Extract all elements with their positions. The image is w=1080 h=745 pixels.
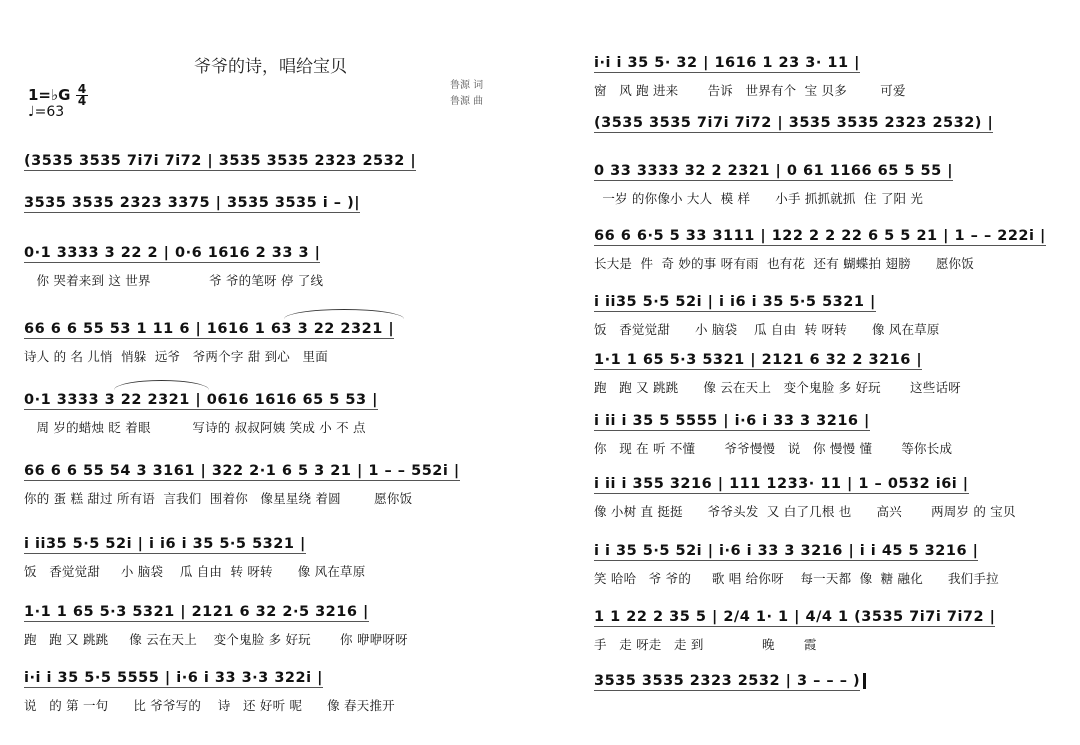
lyric-line: 饭 香觉觉甜 小 脑袋 瓜 自由 转 呀转 像 风在草原 <box>594 322 940 337</box>
score-line-left-5 <box>24 389 378 436</box>
lyric-line: 长大是 件 奇 妙的事 呀有雨 也有花 还有 蝴蝶拍 翅膀 愿你饭 <box>594 256 974 271</box>
notation: 1·1 1 65 5·3 5321 | 2121 6 32 2·5 3216 | <box>24 604 369 620</box>
lyric-line: 饭 香觉觉甜 小 脑袋 瓜 自由 转 呀转 像 风在草原 <box>24 564 366 579</box>
score-line-left-9 <box>24 667 395 714</box>
score-line-left-6 <box>24 460 460 507</box>
notation: 1·1 1 65 5·3 5321 | 2121 6 32 2 3216 | <box>594 352 923 368</box>
credits <box>450 78 483 110</box>
score-line-left-7 <box>24 533 365 580</box>
score-line-right-8 <box>594 473 1016 520</box>
notation: 0·1 3333 3 22 2 | 0·6 1616 2 33 3 | <box>24 245 321 261</box>
lyric-line: 你 哭着来到 这 世界 爷 爷的笔呀 停 了线 <box>24 273 324 288</box>
lyric-line: 跑 跑 又 跳跳 像 云在天上 变个鬼脸 多 好玩 这些话呀 <box>594 380 961 395</box>
slur-mark <box>284 309 404 319</box>
score-line-left-8 <box>24 601 408 648</box>
score-line-right-3 <box>594 160 953 207</box>
score-line-right-7 <box>594 410 952 457</box>
notation: i ii i 35 5 5555 | i·6 i 33 3 3216 | <box>594 413 870 429</box>
notation: 3535 3535 2323 2532 | 3 – – – ) <box>594 673 861 689</box>
notation: i ii i 355 3216 | 111 1233· 11 | 1 – 0532 i6i | <box>594 476 969 492</box>
lyric-line: 像 小树 直 挺挺 爷爷头发 又 白了几根 也 高兴 两周岁 的 宝贝 <box>594 504 1016 519</box>
notation: 1 1 22 2 35 5 | 2/4 1· 1 | 4/4 1 (3535 7i7i 7i72 | <box>594 609 996 625</box>
time-signature <box>76 84 88 107</box>
lyricist-credit: 鲁源 词 <box>450 80 484 91</box>
key-signature: 1=♭G <box>28 86 71 104</box>
time-signature-top: 4 <box>77 82 87 96</box>
score-line-right-9 <box>594 540 999 587</box>
song-title: 爷爷的诗，唱给宝贝 <box>194 57 347 77</box>
right-column <box>594 0 1046 745</box>
composer-credit: 鲁源 曲 <box>450 96 484 107</box>
score-line-left-4 <box>24 318 394 365</box>
notation: 3535 3535 2323 3375 | 3535 3535 i – )| <box>24 195 361 211</box>
lyric-line: 说 的 第 一句 比 爷爷写的 诗 还 好听 呢 像 春天推开 <box>24 698 395 713</box>
lyric-line: 跑 跑 又 跳跳 像 云在天上 变个鬼脸 多 好玩 你 咿咿呀呀 <box>24 632 408 647</box>
lyric-line: 一岁 的你像小 大人 模 样 小手 抓抓就抓 住 了阳 光 <box>594 191 924 206</box>
score-line-right-5 <box>594 291 940 338</box>
left-column <box>24 0 510 745</box>
lyric-line: 你 现 在 听 不懂 爷爷慢慢 说 你 慢慢 懂 等你长成 <box>594 441 953 456</box>
lyric-line: 周 岁的蜡烛 眨 着眼 写诗的 叔叔阿姨 笑成 小 不 点 <box>24 420 366 435</box>
score-line-right-1 <box>594 52 906 99</box>
score-line-left-2 <box>24 192 360 221</box>
notation: i ii35 5·5 52i | i i6 i 35 5·5 5321 | <box>594 294 876 310</box>
score-line-right-6 <box>594 349 961 396</box>
lyric-line: 笑 哈哈 爷 爷的 歌 唱 给你呀 每一天都 像 糖 融化 我们手拉 <box>594 571 999 586</box>
lyric-line: 窗 风 跑 进来 告诉 世界有个 宝 贝多 可爱 <box>594 83 906 98</box>
notation: (3535 3535 7i7i 7i72 | 3535 3535 2323 2532) | <box>594 115 994 131</box>
notation: (3535 3535 7i7i 7i72 | 3535 3535 2323 2532 | <box>24 153 417 169</box>
slur-mark <box>114 380 209 390</box>
notation: 0·1 3333 3 22 2321 | 0616 1616 65 5 53 | <box>24 392 378 408</box>
score-line-left-1 <box>24 150 416 179</box>
score-line-right-10 <box>594 606 995 653</box>
final-barline <box>863 673 866 689</box>
notation: i i 35 5·5 52i | i·6 i 33 3 3216 | i i 45 5 3216 | <box>594 543 979 559</box>
lyric-line: 你的 蛋 糕 甜过 所有语 言我们 围着你 像星星绕 着圆 愿你饭 <box>24 491 413 506</box>
score-line-left-3 <box>24 242 323 289</box>
notation: 66 6 6 55 53 1 11 6 | 1616 1 63 3 22 2321 | <box>24 321 395 337</box>
lyric-line: 诗人 的 名 儿悄 悄躲 远爷 爷两个字 甜 到心 里面 <box>24 349 328 364</box>
time-signature-bottom: 4 <box>77 94 87 108</box>
tempo-marking: ♩=63 <box>28 104 65 120</box>
notation: i·i i 35 5· 32 | 1616 1 23 3· 11 | <box>594 55 860 71</box>
notation: 0 33 3333 32 2 2321 | 0 61 1166 65 5 55 | <box>594 163 954 179</box>
notation: i·i i 35 5·5 5555 | i·6 i 33 3·3 322i | <box>24 670 323 686</box>
score-line-right-2 <box>594 112 993 141</box>
score-line-right-11 <box>594 670 866 699</box>
notation: i ii35 5·5 52i | i i6 i 35 5·5 5321 | <box>24 536 306 552</box>
notation: 66 6 6·5 5 33 3111 | 122 2 2 22 6 5 5 21 | 1 – – 222i | <box>594 228 1046 244</box>
score-line-right-4 <box>594 225 1046 272</box>
notation: 66 6 6 55 54 3 3161 | 322 2·1 6 5 3 21 | 1 – – 552i | <box>24 463 460 479</box>
lyric-line: 手 走 呀走 走 到 晚 霞 <box>594 637 817 652</box>
